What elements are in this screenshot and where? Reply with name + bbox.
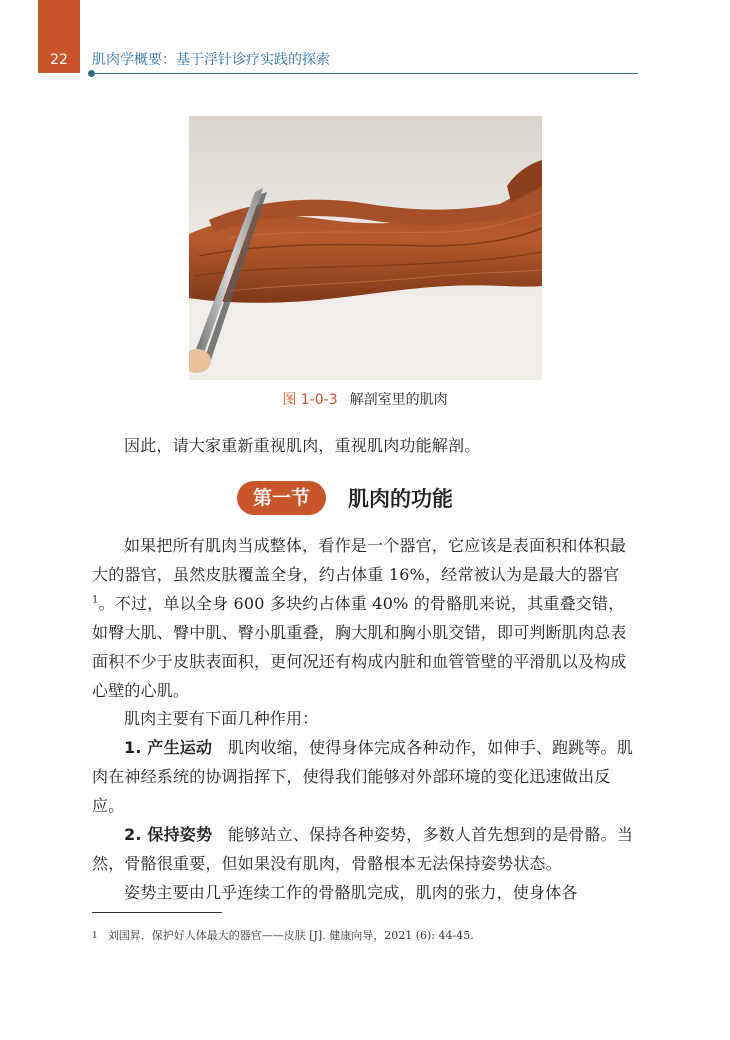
dissected-muscle-photo [189,116,542,380]
footnote-text: 刘国昇．保护好人体最大的器官——皮肤 [J]. 健康向导，2021 (6): 44-45. [107,929,474,942]
figure-caption [0,390,730,410]
header-rule [92,73,638,74]
running-title: 肌肉学概要：基于浮针诊疗实践的探索 [92,52,330,68]
paragraph-functions-intro: 肌肉主要有下面几种作用： [124,709,319,728]
function-item-heading: 1. 产生运动 [124,738,213,757]
function-item-posture [92,820,638,878]
function-item-heading: 2. 保持姿势 [124,825,213,844]
muscle-specimen-illustration [189,116,542,380]
section-label: 第一节 [237,481,326,515]
function-item-movement [92,733,638,820]
intro-paragraph: 因此，请大家重新重视肌肉，重视肌肉功能解剖。 [124,436,481,455]
paragraph-text: 。不过，单以全身 600 多块约占体重 40% 的骨骼肌来说，其重叠交错，如臀大肌、臀中肌、臀小肌重叠，胸大肌和胸小肌交错，即可判断肌肉总表面积不少于皮肤表面积，更何况还有构成内脏和血管管壁的平滑肌以及构成心壁的心肌。 [92,594,627,700]
page-number: 22 [50,52,68,68]
section-heading [237,480,453,516]
function-item-text: 肌肉收缩，使得身体完成各种动作，如伸手、跑跳等。肌肉在神经系统的协调指挥下，使得我们能够对外部环境的变化迅速做出反应。 [92,738,634,815]
figure-caption-text: 解剖室里的肌肉 [349,392,448,408]
paragraph-text: 如果把所有肌肉当成整体，看作是一个器官，它应该是表面积和体积最大的器官，虽然皮肤覆盖全身，约占体重 16%，经常被认为是最大的器官 [92,536,627,584]
paragraph-posture-continued: 姿势主要由几乎连续工作的骨骼肌完成，肌肉的张力，使身体各 [124,883,578,902]
footnote-rule [92,912,222,913]
paragraph-muscle-organ [92,531,638,705]
function-item-text: 能够站立、保持各种姿势，多数人首先想到的是骨骼。当然，骨骼很重要，但如果没有肌肉，骨骼根本无法保持姿势状态。 [92,825,634,873]
figure-number: 图 1-0-3 [282,392,338,408]
section-title: 肌肉的功能 [348,487,454,511]
footnote [92,928,638,944]
footnote-mark: 1 [92,931,98,941]
footnote-reference: 1 [92,594,99,606]
